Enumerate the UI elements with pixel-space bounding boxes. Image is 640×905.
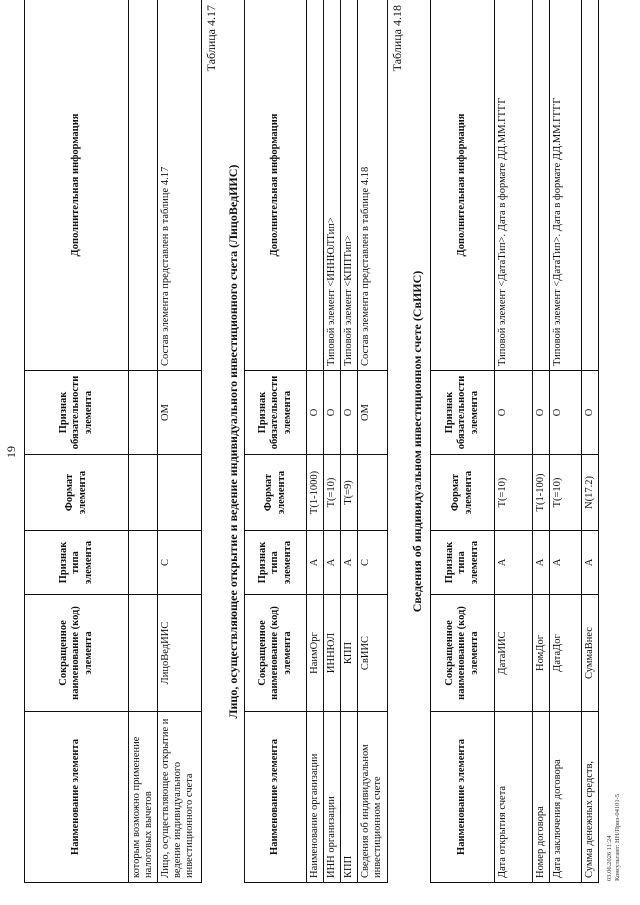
- cell-name: которым возможно применение налоговых вычетов: [129, 712, 158, 883]
- cell-code: [129, 595, 158, 712]
- cell-code: НомДог: [533, 595, 550, 712]
- col-header-code: Сокращенное наименование (код) элемента: [431, 595, 495, 712]
- cell-type: А: [582, 531, 599, 595]
- cell-format: T(=10): [550, 455, 582, 531]
- table-row: [495, 0, 533, 883]
- cell-required: О: [582, 371, 599, 455]
- cell-info: Типовой элемент <ДатаТип>. Дата в формате ДД.ММ.ГГГГ: [550, 0, 582, 371]
- cell-name: Лицо, осуществляющее открытие и ведение индивидуального инвестиционного счета: [158, 712, 202, 883]
- cell-required: О: [550, 371, 582, 455]
- col-header-type: Признак типа элемента: [25, 531, 129, 595]
- cell-format: T(1-1000): [307, 455, 324, 531]
- col-header-format: Формат элемента: [25, 455, 129, 531]
- cell-format: T(=9): [341, 455, 358, 531]
- table-title: Сведения об индивидуальном инвестиционном счете (СвИИС): [410, 270, 424, 613]
- cell-name: Дата заключения договора: [550, 712, 582, 883]
- table-row: [550, 0, 582, 883]
- col-header-name: Наименование элемента: [431, 712, 495, 883]
- page-number: 19: [4, 446, 18, 458]
- table-row: [158, 0, 202, 883]
- col-header-required: Признак обязательности элемента: [431, 371, 495, 455]
- cell-name: Номер договора: [533, 712, 550, 883]
- cell-format: [129, 455, 158, 531]
- col-header-type: Признак типа элемента: [245, 531, 307, 595]
- cell-code: ДатаДог: [550, 595, 582, 712]
- footer-line-1: 03.06.2026 11:24: [606, 835, 613, 881]
- col-header-name: Наименование элемента: [25, 712, 129, 883]
- cell-name: Дата открытия счета: [495, 712, 533, 883]
- cell-code: ДатаИИС: [495, 595, 533, 712]
- cell-code: СуммаВнес: [582, 595, 599, 712]
- col-header-required: Признак обязательности элемента: [25, 371, 129, 455]
- table-number: Таблица 4.18: [390, 5, 404, 72]
- cell-format: [158, 455, 202, 531]
- table-title: Лицо, осуществляющее открытие и ведение индивидуального инвестиционного счета (ЛицоВедИИС): [226, 164, 240, 719]
- cell-type: А: [550, 531, 582, 595]
- table-row: [129, 0, 158, 883]
- cell-code: ИННЮЛ: [324, 595, 341, 712]
- footer-stamp: [606, 621, 622, 881]
- cell-type: С: [158, 531, 202, 595]
- table-4-18: [430, 0, 599, 883]
- col-header-code: Сокращенное наименование (код) элемента: [245, 595, 307, 712]
- table-row: [324, 0, 341, 883]
- cell-required: О: [307, 371, 324, 455]
- cell-format: T(=10): [495, 455, 533, 531]
- table-row: [307, 0, 324, 883]
- table-row: [582, 0, 599, 883]
- cell-code: ЛицоВедИИС: [158, 595, 202, 712]
- col-header-code: Сокращенное наименование (код) элемента: [25, 595, 129, 712]
- cell-code: СвИИС: [358, 595, 388, 712]
- col-header-info: Дополнительная информация: [25, 0, 129, 371]
- cell-required: [129, 371, 158, 455]
- cell-name: Наименование организации: [307, 712, 324, 883]
- cell-name: КПП: [341, 712, 358, 883]
- cell-required: ОМ: [358, 371, 388, 455]
- col-header-format: Формат элемента: [431, 455, 495, 531]
- cell-code: НаимОрг: [307, 595, 324, 712]
- cell-type: А: [307, 531, 324, 595]
- cell-format: T(=10): [324, 455, 341, 531]
- cell-info: [307, 0, 324, 371]
- table-number: Таблица 4.17: [204, 5, 218, 72]
- cell-required: О: [533, 371, 550, 455]
- cell-type: А: [533, 531, 550, 595]
- cell-info: Состав элемента представлен в таблице 4.17: [158, 0, 202, 371]
- cell-required: О: [341, 371, 358, 455]
- table-continuation: [24, 0, 202, 883]
- col-header-type: Признак типа элемента: [431, 531, 495, 595]
- cell-type: А: [341, 531, 358, 595]
- cell-type: [129, 531, 158, 595]
- cell-required: О: [324, 371, 341, 455]
- footer-line-2: Консультант: НН/Приз-04101-5: [613, 793, 621, 881]
- cell-info: [129, 0, 158, 371]
- col-header-format: Формат элемента: [245, 455, 307, 531]
- cell-format: N(17.2): [582, 455, 599, 531]
- cell-info: Типовой элемент <ДатаТип>. Дата в формате ДД.ММ.ГГГГ: [495, 0, 533, 371]
- cell-name: ИНН организации: [324, 712, 341, 883]
- cell-info: [533, 0, 550, 371]
- cell-required: О: [495, 371, 533, 455]
- cell-required: ОМ: [158, 371, 202, 455]
- cell-info: [582, 0, 599, 371]
- col-header-required: Признак обязательности элемента: [245, 371, 307, 455]
- table-row: [341, 0, 358, 883]
- cell-type: А: [324, 531, 341, 595]
- cell-format: [358, 455, 388, 531]
- cell-name: Сведения об индивидуальном инвестиционном счете: [358, 712, 388, 883]
- cell-info: Типовой элемент <КППТип>: [341, 0, 358, 371]
- cell-type: С: [358, 531, 388, 595]
- table-row: [358, 0, 388, 883]
- cell-info: Состав элемента представлен в таблице 4.18: [358, 0, 388, 371]
- cell-name: Сумма денежных средств,: [582, 712, 599, 883]
- cell-format: T(1-100): [533, 455, 550, 531]
- cell-info: Типовой элемент <ИННЮЛТип>: [324, 0, 341, 371]
- table-4-17: [244, 0, 388, 883]
- cell-code: КПП: [341, 595, 358, 712]
- col-header-info: Дополнительная информация: [431, 0, 495, 371]
- table-row: [533, 0, 550, 883]
- col-header-info: Дополнительная информация: [245, 0, 307, 371]
- col-header-name: Наименование элемента: [245, 712, 307, 883]
- cell-type: А: [495, 531, 533, 595]
